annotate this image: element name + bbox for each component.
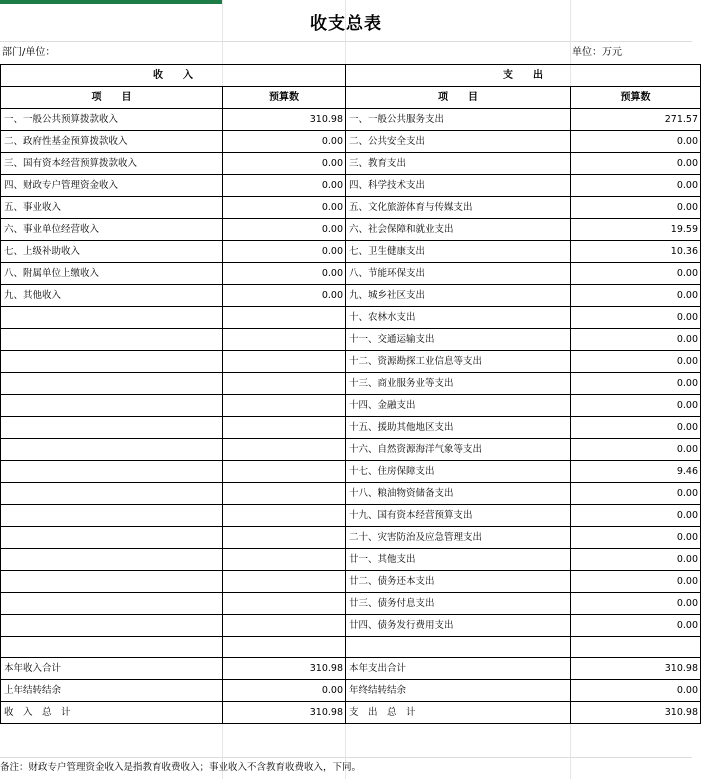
expense-item-cell[interactable]: 十二、资源勘探工业信息等支出 (346, 351, 571, 373)
income-item-cell[interactable] (1, 417, 223, 439)
income-budget-cell[interactable] (223, 373, 346, 395)
income-budget-cell[interactable] (223, 615, 346, 637)
expense-budget-cell[interactable]: 9.46 (571, 461, 701, 483)
income-budget-cell[interactable]: 0.00 (223, 131, 346, 153)
table-row (1, 549, 701, 571)
income-budget-cell[interactable] (223, 395, 346, 417)
expense-budget-cell[interactable]: 0.00 (571, 483, 701, 505)
expense-budget-cell[interactable]: 0.00 (571, 285, 701, 307)
income-item-cell[interactable] (1, 483, 223, 505)
expense-budget-cell[interactable]: 0.00 (571, 593, 701, 615)
table-row (1, 439, 701, 461)
income-budget-cell[interactable] (223, 351, 346, 373)
income-budget-cell[interactable] (223, 439, 346, 461)
expense-item-cell[interactable]: 十、农林水支出 (346, 307, 571, 329)
table-row (1, 263, 701, 285)
income-budget-cell[interactable]: 0.00 (223, 241, 346, 263)
expense-item-cell[interactable]: 本年支出合计 (346, 658, 571, 680)
expense-budget-cell[interactable]: 0.00 (571, 395, 701, 417)
table-row (1, 417, 701, 439)
income-item-cell[interactable]: 四、财政专户管理资金收入 (1, 175, 223, 197)
table-row (1, 505, 701, 527)
income-budget-cell[interactable]: 310.98 (223, 658, 346, 680)
income-item-cell[interactable]: 上年结转结余 (1, 680, 223, 702)
income-budget-cell[interactable] (223, 329, 346, 351)
income-item-cell[interactable] (1, 615, 223, 637)
expense-budget-header[interactable]: 预算数 (571, 87, 701, 109)
table-row (1, 351, 701, 373)
table-row (1, 329, 701, 351)
expense-budget-cell[interactable]: 0.00 (571, 153, 701, 175)
expense-item-cell[interactable]: 五、文化旅游体育与传媒支出 (346, 197, 571, 219)
income-budget-cell[interactable] (223, 307, 346, 329)
income-item-cell[interactable] (1, 637, 223, 658)
table-row (1, 131, 701, 153)
income-item-cell[interactable] (1, 505, 223, 527)
table-row (1, 593, 701, 615)
income-item-cell[interactable] (1, 307, 223, 329)
income-item-cell[interactable] (1, 571, 223, 593)
income-budget-cell[interactable]: 310.98 (223, 702, 346, 724)
expense-item-header[interactable]: 项 目 (346, 87, 571, 109)
table-row (1, 637, 701, 658)
income-budget-cell[interactable]: 0.00 (223, 153, 346, 175)
income-budget-cell[interactable] (223, 571, 346, 593)
income-item-cell[interactable]: 三、国有资本经营预算拨款收入 (1, 153, 223, 175)
expense-item-cell[interactable]: 廿三、债务付息支出 (346, 593, 571, 615)
table-row (1, 241, 701, 263)
income-budget-cell[interactable] (223, 637, 346, 658)
table-row (1, 395, 701, 417)
table-row (1, 285, 701, 307)
income-item-cell[interactable] (1, 351, 223, 373)
income-budget-cell[interactable]: 0.00 (223, 263, 346, 285)
income-budget-cell[interactable] (223, 527, 346, 549)
income-budget-cell[interactable]: 0.00 (223, 219, 346, 241)
income-item-cell[interactable]: 收 入 总 计 (1, 702, 223, 724)
table-row (1, 702, 701, 724)
expense-header[interactable]: 支 出 (346, 65, 701, 87)
expense-budget-cell[interactable]: 0.00 (571, 351, 701, 373)
expense-budget-cell[interactable]: 0.00 (571, 571, 701, 593)
table-row (1, 109, 701, 131)
expense-item-cell[interactable]: 十七、住房保障支出 (346, 461, 571, 483)
expense-budget-cell[interactable]: 310.98 (571, 658, 701, 680)
table-row (1, 153, 701, 175)
income-item-cell[interactable]: 二、政府性基金预算拨款收入 (1, 131, 223, 153)
expense-item-cell[interactable]: 廿四、债务发行费用支出 (346, 615, 571, 637)
income-budget-cell[interactable]: 0.00 (223, 175, 346, 197)
expense-budget-cell[interactable]: 0.00 (571, 680, 701, 702)
table-row (1, 175, 701, 197)
expense-item-cell[interactable]: 四、科学技术支出 (346, 175, 571, 197)
expense-budget-cell[interactable]: 0.00 (571, 373, 701, 395)
budget-table (0, 64, 701, 724)
sheet-title: 收支总表 (310, 14, 382, 34)
table-row (1, 197, 701, 219)
table-row (1, 373, 701, 395)
expense-item-cell[interactable]: 十一、交通运输支出 (346, 329, 571, 351)
income-budget-cell[interactable]: 0.00 (223, 680, 346, 702)
expense-item-cell[interactable]: 一、一般公共服务支出 (346, 109, 571, 131)
expense-budget-cell[interactable]: 0.00 (571, 263, 701, 285)
table-row (1, 483, 701, 505)
income-item-cell[interactable] (1, 395, 223, 417)
dept-label: 部门/单位： (2, 47, 56, 58)
gridline (0, 757, 692, 758)
income-budget-cell[interactable]: 0.00 (223, 197, 346, 219)
expense-item-cell[interactable]: 十八、粮油物资储备支出 (346, 483, 571, 505)
expense-item-cell[interactable]: 廿二、债务还本支出 (346, 571, 571, 593)
expense-item-cell[interactable]: 十四、金融支出 (346, 395, 571, 417)
income-item-cell[interactable] (1, 549, 223, 571)
expense-item-cell[interactable]: 二、公共安全支出 (346, 131, 571, 153)
table-row (1, 527, 701, 549)
income-budget-cell[interactable] (223, 549, 346, 571)
income-item-cell[interactable] (1, 439, 223, 461)
income-budget-header[interactable]: 预算数 (223, 87, 346, 109)
expense-budget-cell[interactable]: 19.59 (571, 219, 701, 241)
income-budget-cell[interactable] (223, 505, 346, 527)
income-item-cell[interactable]: 九、其他收入 (1, 285, 223, 307)
expense-item-cell[interactable]: 十六、自然资源海洋气象等支出 (346, 439, 571, 461)
expense-budget-cell[interactable]: 0.00 (571, 197, 701, 219)
table-row (1, 307, 701, 329)
income-item-cell[interactable]: 七、上级补助收入 (1, 241, 223, 263)
income-item-cell[interactable] (1, 527, 223, 549)
table-row (1, 615, 701, 637)
income-item-cell[interactable]: 本年收入合计 (1, 658, 223, 680)
expense-item-cell[interactable]: 二十、灾害防治及应急管理支出 (346, 527, 571, 549)
income-budget-cell[interactable]: 310.98 (223, 109, 346, 131)
income-item-cell[interactable]: 六、事业单位经营收入 (1, 219, 223, 241)
table-row (1, 461, 701, 483)
expense-item-cell[interactable]: 七、卫生健康支出 (346, 241, 571, 263)
expense-item-cell[interactable]: 十五、援助其他地区支出 (346, 417, 571, 439)
table-row (1, 571, 701, 593)
income-budget-cell[interactable] (223, 417, 346, 439)
income-item-cell[interactable] (1, 461, 223, 483)
expense-item-cell[interactable]: 支 出 总 计 (346, 702, 571, 724)
expense-item-cell[interactable]: 八、节能环保支出 (346, 263, 571, 285)
expense-budget-cell[interactable]: 0.00 (571, 329, 701, 351)
income-budget-cell[interactable] (223, 461, 346, 483)
expense-budget-cell[interactable]: 0.00 (571, 417, 701, 439)
income-item-cell[interactable]: 五、事业收入 (1, 197, 223, 219)
expense-budget-cell[interactable]: 271.57 (571, 109, 701, 131)
income-item-cell[interactable] (1, 373, 223, 395)
unit-label: 单位：万元 (572, 47, 622, 58)
income-budget-cell[interactable]: 0.00 (223, 285, 346, 307)
expense-budget-cell[interactable]: 310.98 (571, 702, 701, 724)
expense-budget-cell[interactable]: 0.00 (571, 439, 701, 461)
expense-budget-cell[interactable]: 0.00 (571, 307, 701, 329)
expense-item-cell[interactable]: 六、社会保障和就业支出 (346, 219, 571, 241)
expense-budget-cell[interactable] (571, 637, 701, 658)
footnote: 备注：财政专户管理资金收入是指教育收费收入；事业收入不含教育收费收入，下同。 (0, 762, 362, 773)
table-row (1, 680, 701, 702)
expense-budget-cell[interactable]: 0.00 (571, 505, 701, 527)
expense-item-cell[interactable]: 九、城乡社区支出 (346, 285, 571, 307)
income-item-header[interactable]: 项 目 (1, 87, 223, 109)
expense-item-cell[interactable]: 十三、商业服务业等支出 (346, 373, 571, 395)
expense-item-cell[interactable]: 年终结转结余 (346, 680, 571, 702)
income-header[interactable]: 收 入 (1, 65, 346, 87)
income-item-cell[interactable]: 一、一般公共预算拨款收入 (1, 109, 223, 131)
expense-budget-cell[interactable]: 0.00 (571, 615, 701, 637)
expense-item-cell[interactable]: 三、教育支出 (346, 153, 571, 175)
expense-budget-cell[interactable]: 0.00 (571, 175, 701, 197)
expense-budget-cell[interactable]: 10.36 (571, 241, 701, 263)
column-header-row (1, 87, 701, 109)
income-budget-cell[interactable] (223, 483, 346, 505)
section-header-row (1, 65, 701, 87)
income-item-cell[interactable] (1, 593, 223, 615)
expense-budget-cell[interactable]: 0.00 (571, 527, 701, 549)
expense-item-cell[interactable]: 廿一、其他支出 (346, 549, 571, 571)
income-item-cell[interactable]: 八、附属单位上缴收入 (1, 263, 223, 285)
income-item-cell[interactable] (1, 329, 223, 351)
table-row (1, 219, 701, 241)
expense-item-cell[interactable]: 十九、国有资本经营预算支出 (346, 505, 571, 527)
expense-budget-cell[interactable]: 0.00 (571, 549, 701, 571)
title-row (0, 0, 692, 42)
expense-item-cell[interactable] (346, 637, 571, 658)
income-budget-cell[interactable] (223, 593, 346, 615)
expense-budget-cell[interactable]: 0.00 (571, 131, 701, 153)
table-row (1, 658, 701, 680)
